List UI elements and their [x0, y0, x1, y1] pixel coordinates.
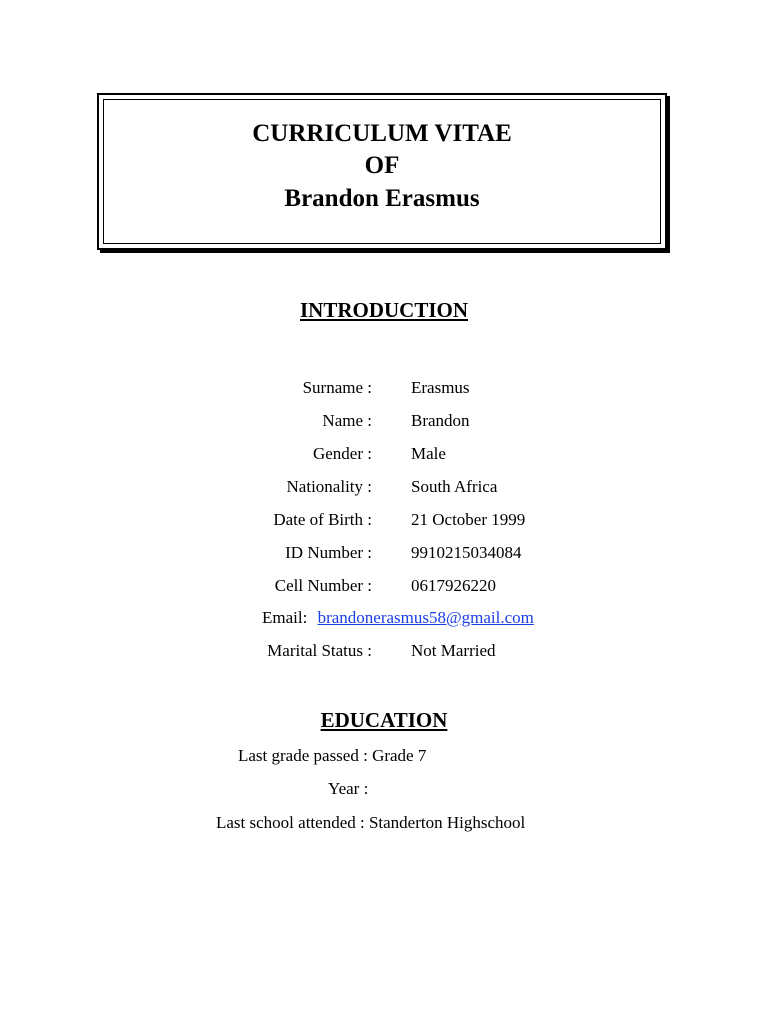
email-label: Email: [262, 608, 308, 627]
marital-status-value: Not Married [411, 641, 496, 660]
cell-number-value: 0617926220 [411, 576, 496, 595]
title-line-2: OF [364, 152, 400, 179]
title-line-1: CURRICULUM VITAE [252, 120, 512, 147]
date-of-birth-value: 21 October 1999 [411, 510, 526, 529]
title-box [97, 93, 667, 250]
id-number-label: ID Number : [285, 543, 372, 562]
surname-value: Erasmus [411, 378, 470, 397]
last-school-attended: Last school attended : Standerton Highschool [216, 813, 526, 832]
cell-number-label: Cell Number : [274, 576, 372, 595]
email-row [262, 607, 534, 629]
email-link[interactable]: brandonerasmus58@gmail.com [317, 608, 534, 627]
date-of-birth-label: Date of Birth : [273, 510, 372, 529]
id-number-value: 9910215034084 [411, 543, 522, 562]
title-line-3: Brandon Erasmus [284, 185, 480, 212]
last-grade-passed: Last grade passed : Grade 7 [238, 746, 427, 765]
education-year: Year : [328, 779, 369, 798]
nationality-label: Nationality : [286, 477, 372, 496]
name-value: Brandon [411, 411, 470, 430]
gender-label: Gender : [312, 444, 372, 463]
introduction-heading: INTRODUCTION [299, 298, 469, 322]
marital-status-label: Marital Status : [267, 641, 372, 660]
education-heading: EDUCATION [320, 708, 448, 732]
name-label: Name : [322, 411, 372, 430]
nationality-value: South Africa [411, 477, 498, 496]
gender-value: Male [411, 444, 446, 463]
surname-label: Surname : [302, 378, 372, 397]
